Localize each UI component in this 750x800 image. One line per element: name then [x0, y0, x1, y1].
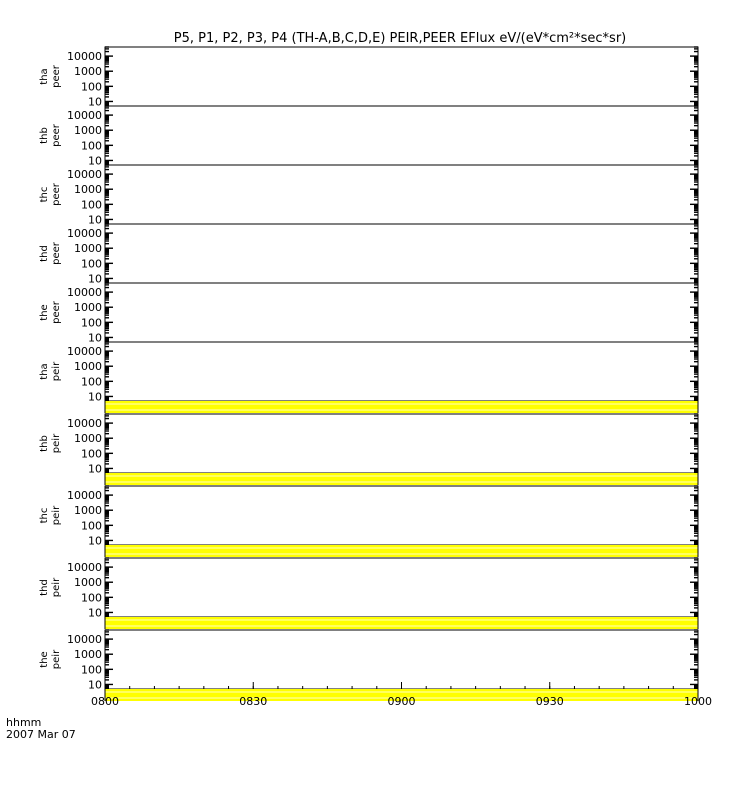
y-tick-label: 1000 [74, 183, 102, 197]
x-tick-label: 0830 [239, 695, 268, 708]
y-tick-label: 100 [81, 139, 102, 153]
panel-label-probe: thd [39, 245, 50, 262]
panel-10 [39, 630, 698, 701]
panel-label-probe: the [39, 651, 50, 668]
panel-8 [39, 486, 698, 557]
panel-frame [105, 558, 698, 617]
panel-label-quantity: peer [51, 183, 62, 206]
highlight-fill [105, 617, 698, 629]
highlight-band [105, 473, 698, 485]
panel-9 [39, 558, 698, 629]
y-tick-label: 100 [81, 316, 102, 330]
panel-label-probe: thc [39, 507, 50, 524]
panel-3 [39, 165, 698, 226]
y-tick-label: 10 [88, 534, 102, 548]
panel-frame [105, 47, 698, 106]
panel-label-quantity: peir [51, 361, 62, 382]
y-tick-label: 1000 [74, 124, 102, 138]
y-tick-label: 10000 [67, 345, 102, 359]
panel-6 [39, 342, 698, 413]
panel-label-probe: thb [39, 127, 50, 144]
panel-label-probe: thb [39, 435, 50, 452]
panel-label-quantity: peir [51, 649, 62, 670]
y-tick-label: 1000 [74, 360, 102, 374]
y-tick-label: 100 [81, 519, 102, 533]
y-tick-label: 10 [88, 213, 102, 227]
y-tick-label: 10000 [67, 633, 102, 647]
y-tick-label: 10 [88, 154, 102, 168]
panel-label-probe: tha [39, 363, 50, 380]
panel-frame [105, 414, 698, 473]
y-tick-label: 10000 [67, 417, 102, 431]
y-tick-label: 100 [81, 198, 102, 212]
y-tick-label: 10 [88, 606, 102, 620]
y-tick-label: 100 [81, 591, 102, 605]
y-tick-label: 100 [81, 663, 102, 677]
panel-frame [105, 165, 698, 224]
y-tick-label: 1000 [74, 65, 102, 79]
y-tick-label: 10 [88, 272, 102, 286]
panel-label-quantity: peer [51, 124, 62, 147]
x-axis-label-date: 2007 Mar 07 [6, 728, 76, 741]
panel-label-quantity: peer [51, 65, 62, 88]
x-tick-label: 0900 [387, 695, 416, 708]
panel-7 [39, 414, 698, 485]
y-tick-label: 10000 [67, 168, 102, 182]
y-tick-label: 1000 [74, 576, 102, 590]
y-tick-label: 10000 [67, 561, 102, 575]
y-tick-label: 10 [88, 678, 102, 692]
panel-label-probe: tha [39, 68, 50, 85]
y-tick-label: 1000 [74, 648, 102, 662]
panel-2 [39, 106, 698, 167]
panel-label-probe: thd [39, 579, 50, 596]
highlight-band [105, 545, 698, 557]
panel-label-quantity: peir [51, 577, 62, 598]
panel-1 [39, 47, 698, 108]
panel-frame [105, 342, 698, 401]
x-tick-label: 0930 [535, 695, 564, 708]
y-tick-label: 1000 [74, 242, 102, 256]
panel-label-probe: the [39, 304, 50, 321]
highlight-fill [105, 545, 698, 557]
highlight-band [105, 617, 698, 629]
panel-label-quantity: peir [51, 433, 62, 454]
x-tick-label: 0800 [91, 695, 119, 708]
y-tick-label: 10 [88, 331, 102, 345]
panel-label-probe: thc [39, 186, 50, 203]
panel-5 [39, 283, 698, 344]
highlight-fill [105, 473, 698, 485]
x-tick-label: 1000 [684, 695, 712, 708]
y-tick-label: 10 [88, 390, 102, 404]
y-tick-label: 1000 [74, 301, 102, 315]
y-tick-label: 10000 [67, 50, 102, 64]
panel-frame [105, 283, 698, 342]
panel-label-quantity: peir [51, 505, 62, 526]
chart-title: P5, P1, P2, P3, P4 (TH-A,B,C,D,E) PEIR,PEER EFlux eV/(eV*cm²*sec*sr) [173, 31, 627, 46]
y-tick-label: 10000 [67, 286, 102, 300]
y-tick-label: 10000 [67, 109, 102, 123]
y-tick-label: 100 [81, 375, 102, 389]
panel-label-quantity: peer [51, 242, 62, 265]
y-tick-label: 100 [81, 80, 102, 94]
y-tick-label: 100 [81, 447, 102, 461]
y-tick-label: 10000 [67, 227, 102, 241]
panels-group [39, 47, 698, 701]
y-tick-label: 10000 [67, 489, 102, 503]
highlight-fill [105, 401, 698, 413]
panel-frame [105, 630, 698, 689]
panel-label-quantity: peer [51, 301, 62, 324]
panel-frame [105, 224, 698, 283]
y-tick-label: 1000 [74, 432, 102, 446]
y-tick-label: 100 [81, 257, 102, 271]
highlight-band [105, 401, 698, 413]
y-tick-label: 10 [88, 95, 102, 109]
panel-frame [105, 486, 698, 545]
panel-frame [105, 106, 698, 165]
y-tick-label: 1000 [74, 504, 102, 518]
y-tick-label: 10 [88, 462, 102, 476]
x-axis-label-unit: hhmm [6, 716, 42, 729]
panel-4 [39, 224, 698, 285]
